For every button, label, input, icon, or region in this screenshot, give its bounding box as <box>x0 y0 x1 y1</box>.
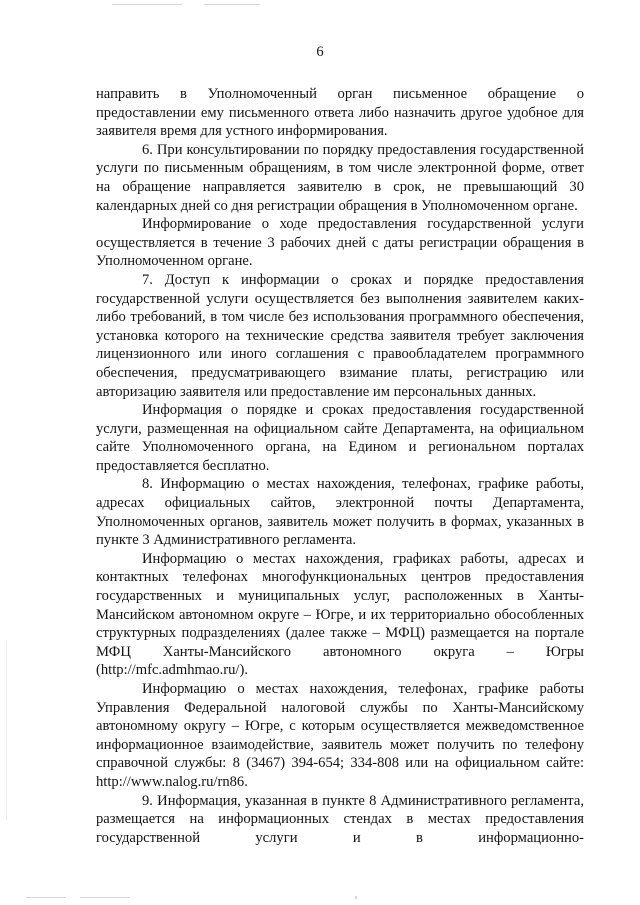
paragraph: Информацию о местах нахождения, телефонах, графике работы Управления Федеральной налоговой службы по Ханты-Мансийскому автономному округу – Югре, с которым осуществляется межведомственное информационное взаимодействие, заявитель может получить по телефону справочной службы: 8 (3467) 394-654; 334-808 или на официальном сайте: http://www.nalog.ru/rn86. <box>96 681 584 790</box>
paragraph: Информацию о местах нахождения, графиках работы, адресах и контактных телефонах многофункциональных центров предоставления государственных и муниципальных услуг, расположенных в Ханты-Мансийском автономном округе – Югре, и их территориально обособленных структурных подразделениях (далее также – МФЦ) размещается на портале МФЦ Ханты-Мансийского автономного округа – Югры (http://mfc.admhmao.ru/). <box>96 550 584 679</box>
paragraph: Информация о порядке и сроках предоставления государственной услуги, размещенная на официальном сайте Департамента, на официальном сайте Уполномоченного органа, на Едином и региональном порталах предоставляется бесплатно. <box>96 402 584 474</box>
scan-artifact <box>355 896 357 899</box>
document-body <box>96 85 584 847</box>
paragraph: направить в Уполномоченный орган письменное обращение о предоставлении ему письменного ответа либо назначить другое удобное для заявителя время для устного информирования. <box>96 86 584 140</box>
paragraph: 7. Доступ к информации о сроках и порядке предоставления государственной услуги осуществляется без выполнения заявителем каких-либо требований, в том числе без использования программного обеспечения, установка которого на технические средства заявителя требует заключения лицензионного или иного соглашения с правообладателем программного обеспечения, предусматривающего взимание платы, регистрацию или авторизацию заявителя или предоставление им персональных данных. <box>96 271 584 400</box>
scan-artifact <box>112 4 182 5</box>
paragraph: 8. Информацию о местах нахождения, телефонах, графике работы, адресах официальных сайтов, электронной почты Департамента, Уполномоченных органов, заявитель может получить в формах, указанных в пункте 3 Административного регламента. <box>96 476 584 549</box>
scan-artifact <box>6 640 7 820</box>
scan-artifact <box>26 897 66 898</box>
page-number: 6 <box>316 44 324 60</box>
paragraph: Информирование о ходе предоставления государственной услуги осуществляется в течение 3 рабочих дней с даты регистрации обращения в Уполномоченном органе. <box>96 216 584 270</box>
scan-artifact <box>80 897 130 898</box>
scan-artifact <box>204 4 260 5</box>
paragraph: 6. При консультировании по порядку предоставления государственной услуги по письменным обращениям, в том числе электронной форме, ответ на обращение направляется заявителю в срок, не превышающий 30 календарных дней со дня регистрации обращения в Уполномоченном органе. <box>96 141 584 214</box>
paragraph: 9. Информация, указанная в пункте 8 Административного регламента, размещается на информационных стендах в местах предоставления государственной услуги и в информационно- <box>96 792 584 846</box>
